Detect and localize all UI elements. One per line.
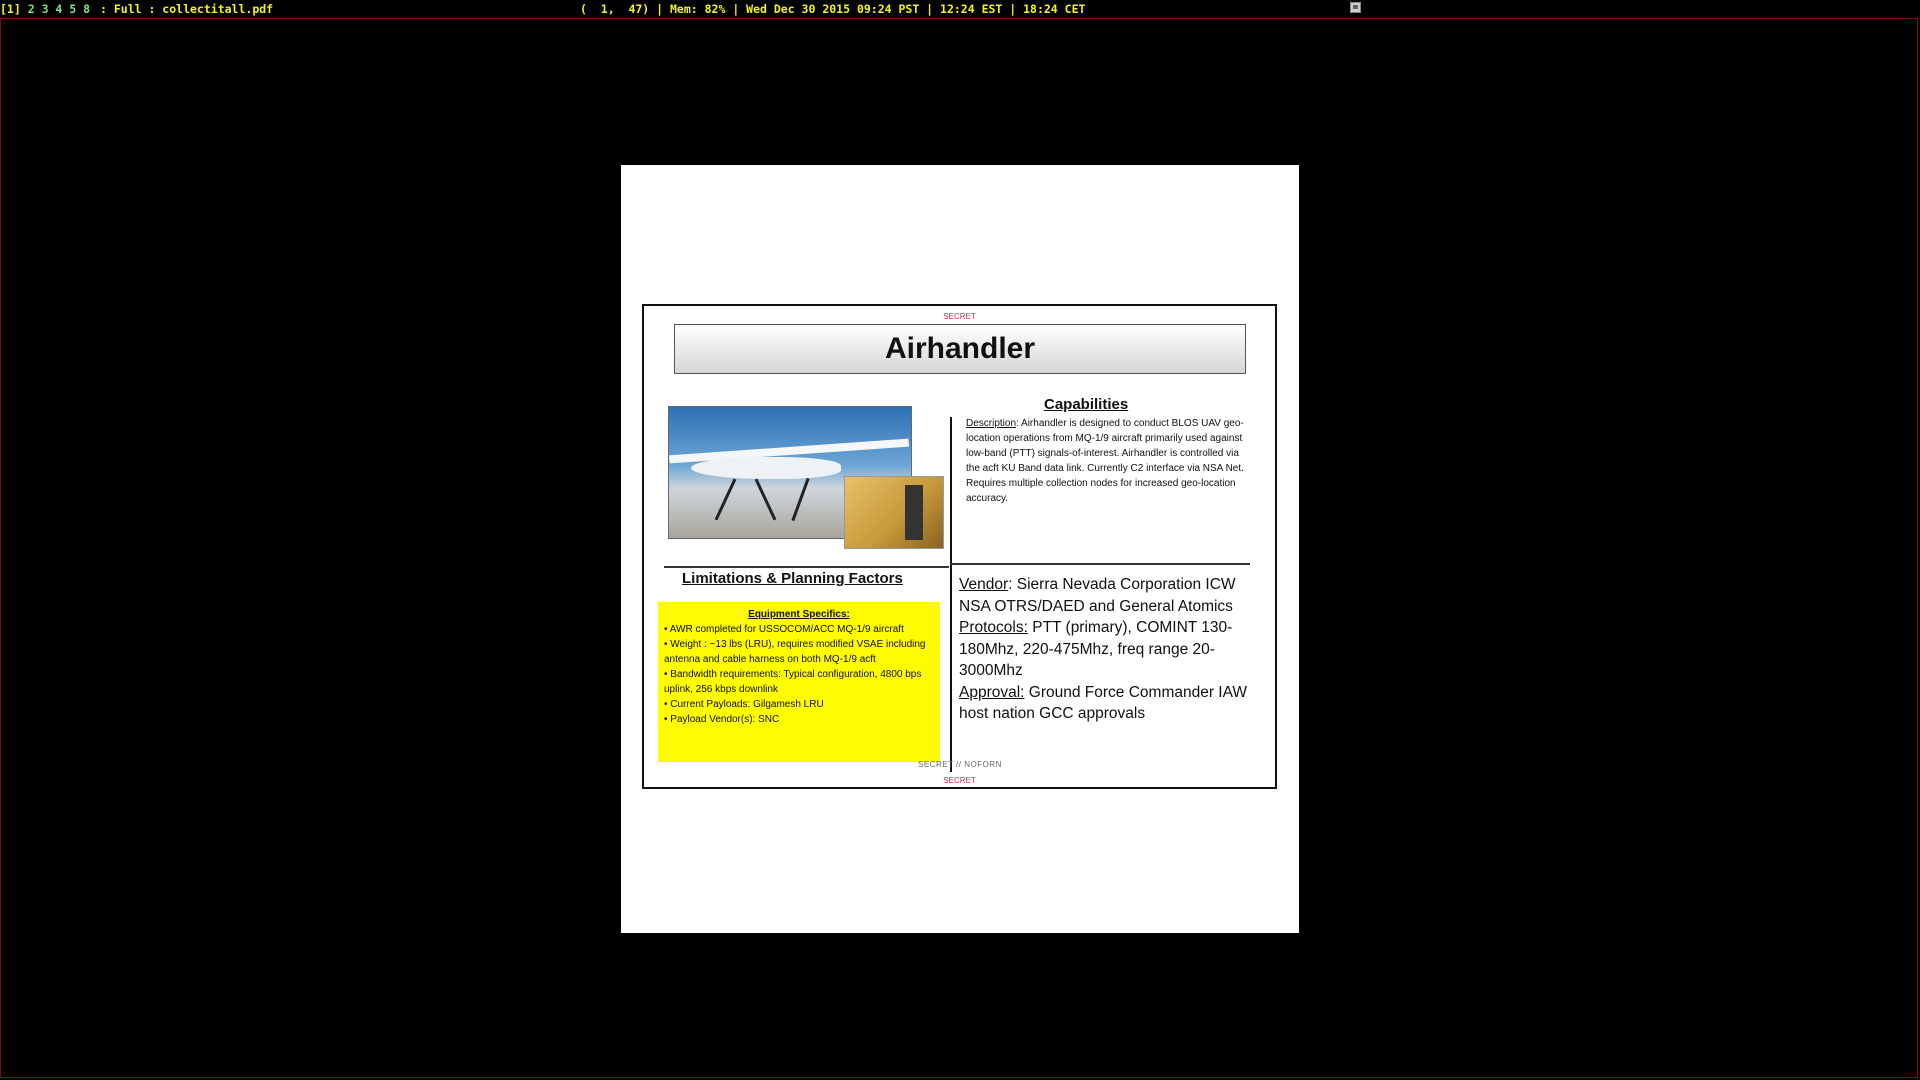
list-item: • Current Payloads: Gilgamesh LRU (664, 697, 934, 712)
workspace-indicator (0, 0, 90, 18)
list-item: • Payload Vendor(s): SNC (664, 712, 934, 727)
drone-leg (791, 478, 809, 521)
list-item: • AWR completed for USSOCOM/ACC MQ-1/9 aircraft (664, 622, 934, 637)
equipment-list (664, 622, 934, 727)
equipment-specifics-box (658, 602, 940, 762)
vendor-label: Vendor (959, 576, 1009, 593)
slide (642, 304, 1277, 789)
divider-vertical (950, 417, 952, 772)
approval-line (959, 682, 1269, 725)
classification-bottom: SECRET (943, 776, 976, 785)
capabilities-description (966, 416, 1251, 506)
equipment-heading: Equipment Specifics: (748, 609, 850, 620)
protocols-line (959, 617, 1269, 682)
workspace-active[interactable]: [1] (0, 2, 21, 16)
classification-mid: SECRET // NOFORN (918, 760, 1002, 769)
divider-left (664, 566, 949, 568)
classification-top: SECRET (943, 312, 976, 321)
drone-body (691, 457, 841, 479)
lru-photo (844, 476, 944, 549)
status-bar (0, 0, 1920, 18)
limitations-heading: Limitations & Planning Factors (682, 570, 903, 587)
list-item: • Weight : ~13 lbs (LRU), requires modified VSAE including antenna and cable harness on both MQ-1/9 acft (664, 637, 934, 667)
slide-title-bar (674, 324, 1246, 374)
protocols-text: PTT (primary), COMINT 130-180Mhz, 220-475Mhz, freq range 20-3000Mhz (959, 619, 1233, 679)
approval-label: Approval: (959, 683, 1025, 701)
window-title: : Full : collectitall.pdf (100, 2, 274, 16)
list-item: • Bandwidth requirements: Typical configuration, 4800 bps uplink, 256 kbps downlink (664, 667, 934, 697)
description-text: : Airhandler is designed to conduct BLOS UAV geo-location operations from MQ-1/9 aircraft primarily used against low-band (PTT) signals-of-interest. Airhandler is controlled via the acft KU Band data link. Currently C2 interface via NSA Net. Requires multiple collection nodes for increased geo-location accuracy. (966, 418, 1244, 504)
vendor-protocols-approval (959, 574, 1269, 725)
approval-text: Ground Force Commander IAW host nation GCC approvals (959, 683, 1248, 722)
drone-leg (715, 478, 737, 520)
pdf-page (621, 165, 1299, 933)
drone-leg (755, 478, 777, 520)
vendor-text: : Sierra Nevada Corporation ICW NSA OTRS/DAED and General Atomics (959, 576, 1236, 615)
capabilities-heading: Capabilities (1044, 396, 1129, 413)
workspace-list[interactable]: 2 3 4 5 8 (27, 2, 91, 16)
status-info: ( 1, 47) | Mem: 82% | Wed Dec 30 2015 09:24 PST | 12:24 EST | 18:24 CET (580, 2, 1086, 16)
description-label: Description (966, 418, 1017, 429)
slide-title: Airhandler (884, 332, 1036, 365)
vendor-line (959, 574, 1269, 617)
tray-icon[interactable] (1350, 2, 1361, 13)
protocols-label: Protocols: (959, 619, 1028, 636)
divider-right (950, 563, 1250, 565)
